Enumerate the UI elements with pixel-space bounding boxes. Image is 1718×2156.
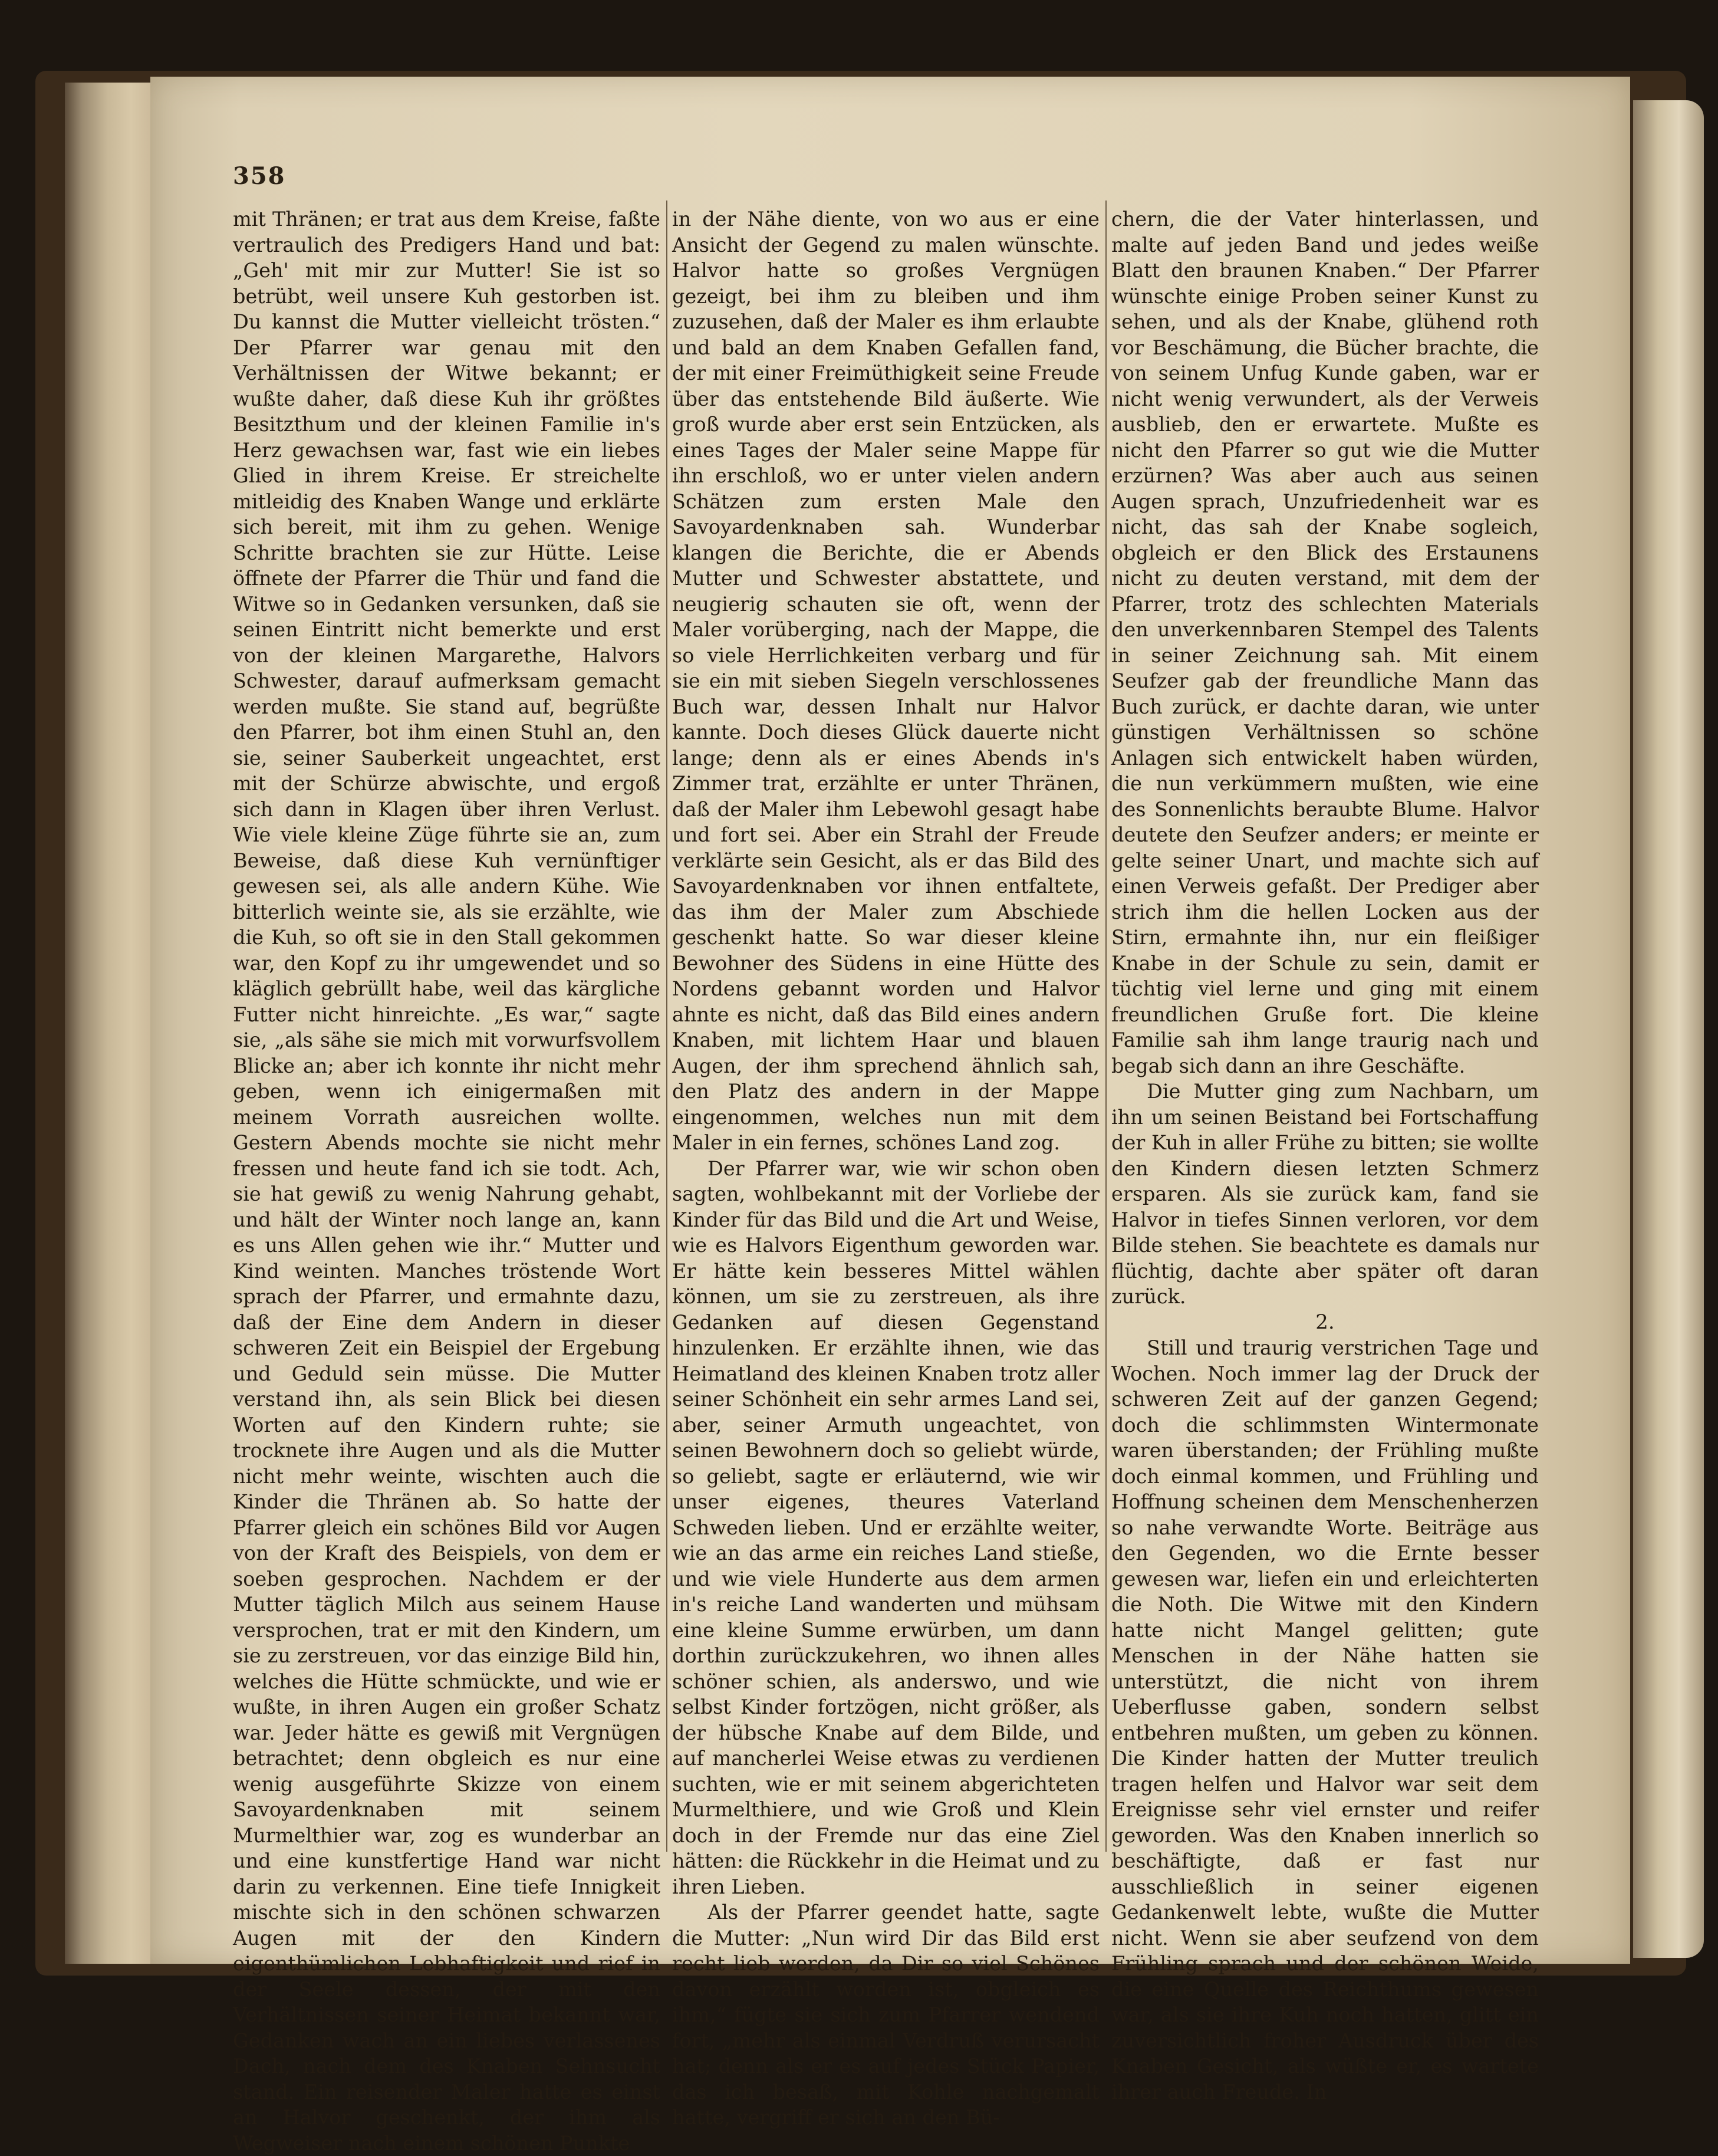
text-column-2 (672, 206, 1100, 2129)
paragraph: Der Pfarrer war, wie wir schon oben sagten, wohlbekannt mit der Vorliebe der Kinder für das Bild und die Art und Weise, wie es Halvors Eigenthum geworden war. Er hätte kein besseres Mittel wählen können, um sie zu zerstreuen, als ihre Gedanken auf diesen Gegenstand hinzulenken. Er erzählte ihnen, wie das Heimatland des kleinen Knaben trotz aller seiner Schönheit ein sehr armes Land sei, aber, seiner Armuth ungeachtet, von seinen Bewohnern doch so geliebt würde, so geliebt, sagte er erläuternd, wie wir unser eigenes, theures Vaterland Schweden lieben. Und er erzählte weiter, wie an das arme ein reiches Land stieße, und wie viele Hunderte aus dem armen in's reiche Land wanderten und mühsam eine kleine Summe erwürben, um dann dorthin zurückzukehren, wo ihnen alles schöner schien, als anderswo, und wie selbst Kinder fortzögen, nicht größer, als der hübsche Knabe auf dem Bilde, und auf mancherlei Weise etwas zu verdienen suchten, wie er mit seinem abgerichteten Murmelthiere, und wie Groß und Klein doch in der Fremde nur das eine Ziel hätten: die Rückkehr in die Heimat und zu ihren Lieben. (672, 1156, 1100, 1898)
column-divider (1105, 201, 1107, 1852)
page-stack-right (1633, 100, 1704, 1958)
text-column-3 (1111, 206, 1539, 2104)
column-divider (666, 201, 667, 1852)
paragraph: mit Thränen; er trat aus dem Kreise, faßte vertraulich des Predigers Hand und bat: „Geh' mit mir zur Mutter! Sie ist so betrübt, weil unsere Kuh gestorben ist. Du kannst die Mutter vielleicht trösten.“ Der Pfarrer war genau mit den Verhältnissen der Witwe bekannt; er wußte daher, daß diese Kuh ihr größtes Besitzthum und der kleinen Familie in's Herz gewachsen war, fast wie ein liebes Glied in ihrem Kreise. Er streichelte mitleidig des Knaben Wange und erklärte sich bereit, mit ihm zu gehen. Wenige Schritte brachten sie zur Hütte. Leise öffnete der Pfarrer die Thür und fand die Witwe so in Gedanken versunken, daß sie seinen Eintritt nicht bemerkte und erst von der kleinen Margarethe, Halvors Schwester, darauf aufmerksam gemacht werden mußte. Sie stand auf, begrüßte den Pfarrer, bot ihm einen Stuhl an, den sie, seiner Sauberkeit ungeachtet, erst mit der Schürze abwischte, und ergoß sich dann in Klagen über ihren Verlust. Wie viele kleine Züge führte sie an, zum Beweise, daß diese Kuh vernünftiger gewesen sei, als alle andern Kühe. Wie bitterlich weinte sie, als sie erzählte, wie die Kuh, so oft sie in den Stall gekommen war, den Kopf zu ihr umgewendet und so kläglich gebrüllt habe, weil das kärgliche Futter nicht hinreichte. „Es war,“ sagte sie, „als sähe sie mich mit vorwurfsvollem Blicke an; aber ich konnte ihr nicht mehr geben, wenn ich einigermaßen mit meinem Vorrath ausreichen wollte. Gestern Abends mochte sie nicht mehr fressen und heute fand ich sie todt. Ach, sie hat gewiß zu wenig Nahrung gehabt, und hält der Winter noch lange an, kann es uns Allen gehen wie ihr.“ Mutter und Kind weinten. Manches tröstende Wort sprach der Pfarrer, und ermahnte dazu, daß der Eine dem Andern in dieser schweren Zeit ein Beispiel der Ergebung und Geduld sein müsse. Die Mutter verstand ihn, als sein Blick bei diesen Worten auf den Kindern ruhte; sie trocknete ihre Augen und als die Mutter nicht mehr weinte, wischten auch die Kinder die Thränen ab. So hatte der Pfarrer gleich ein schönes Bild vor Augen von der Kraft des Beispiels, von dem er soeben gesprochen. Nachdem er der Mutter täglich Milch aus seinem Hause versprochen, trat er mit den Kindern, um sie zu zerstreuen, vor das einzige Bild hin, welches die Hütte schmückte, und wie er wußte, in ihren Augen ein großer Schatz war. Jeder hätte es gewiß mit Vergnügen betrachtet; denn obgleich es nur eine wenig ausgeführte Skizze von einem Savoyardenknaben mit seinem Murmelthier war, zog es wunderbar an und eine kunstfertige Hand war nicht darin zu verkennen. Eine tiefe Innigkeit mischte sich in den schönen schwarzen Augen mit der den Kindern eigenthümlichen Lebhaftigkeit und rief in der Seele dessen, der mit den Verhältnissen seiner Heimat bekannt war, Gedanken wach an ein liebes verlassenes Dach, nach dem des Knaben Sehnsucht stand. Ein reisender Maler hatte es einst an Halvor geschenkt, der ihm als Wegweiser nach einem schönen Punkte (233, 208, 660, 2155)
paragraph: Still und traurig verstrichen Tage und Wochen. Noch immer lag der Druck der schweren Zeit auf der ganzen Gegend; doch die schlimmsten Wintermonate waren überstanden; der Frühling mußte doch einmal kommen, und Frühling und Hoffnung scheinen dem Menschenherzen so nahe verwandte Worte. Beiträge aus den Gegenden, wo die Ernte besser gewesen war, liefen ein und erleichterten die Noth. Die Witwe mit den Kindern hatte nicht Mangel gelitten; gute Menschen in der Nähe hatten sie unterstützt, die nicht von ihrem Ueberflusse gaben, sondern selbst entbehren mußten, um geben zu können. Die Kinder hatten der Mutter treulich tragen helfen und Halvor war seit dem Ereignisse sehr viel ernster und reifer geworden. Was den Knaben innerlich so beschäftigte, daß er fast nur ausschließlich in seiner eigenen Gedankenwelt lebte, wußte die Mutter nicht. Wenn sie aber seufzend von dem Frühling sprach und der schönen Weide, die eine Quelle des Reichthums gewesen war, als sie ihre Kuh noch hatten, glitt ein zuversichtlich froher Ausdruck über des Knaben Gesicht, als wüßte er, es wartete ihrer auch Freude. In (1111, 1336, 1539, 2104)
section-heading: 2. (1315, 1310, 1335, 1334)
page-number: 358 (233, 162, 286, 190)
page-stack-left (65, 83, 159, 1964)
paragraph: Die Mutter ging zum Nachbarn, um ihn um seinen Beistand bei Fortschaffung der Kuh in aller Frühe zu bitten; sie wollte den Kindern diesen letzten Schmerz ersparen. Als sie zurück kam, fand sie Halvor in tiefes Sinnen verloren, vor dem Bilde stehen. Sie beachtete es damals nur flüchtig, dachte aber später oft daran zurück. (1111, 1080, 1539, 1308)
paragraph: Als der Pfarrer geendet hatte, sagte die Mutter: „Nun wird Dir das Bild erst recht lieb werden, da Dir so viel Schönes davon erzählt worden ist, obgleich es ihm,“ fügte sie sich zum Pfarrer wendend fort, „mehr als einmal Verdruß verursacht hat; denn als er es auf jedes Stück Papier, das ich besaß, mit Kohle nachgemalt hatte, vergriff er sich an den Bü- (672, 1901, 1100, 2129)
paragraph: in der Nähe diente, von wo aus er eine Ansicht der Gegend zu malen wünschte. Halvor hatte so großes Vergnügen gezeigt, bei ihm zu bleiben und ihm zuzusehen, daß der Maler es ihm erlaubte und bald an dem Knaben Gefallen fand, der mit einer Freimüthigkeit seine Freude über das entstehende Bild äußerte. Wie groß wurde aber erst sein Entzücken, als eines Tages der Maler seine Mappe für ihn erschloß, wo er unter vielen andern Schätzen zum ersten Male den Savoyardenknaben sah. Wunderbar klangen die Berichte, die er Abends Mutter und Schwester abstattete, und neugierig schauten sie oft, wenn der Maler vorüberging, nach der Mappe, die so viele Herrlichkeiten verbarg und für sie ein mit sieben Siegeln verschlossenes Buch war, dessen Inhalt nur Halvor kannte. Doch dieses Glück dauerte nicht lange; denn als er eines Abends in's Zimmer trat, erzählte er unter Thränen, daß der Maler ihm Lebewohl gesagt habe und fort sei. Aber ein Strahl der Freude verklärte sein Gesicht, als er das Bild des Savoyardenknaben vor ihnen entfaltete, das ihm der Maler zum Abschiede geschenkt hatte. So war dieser kleine Bewohner des Südens in eine Hütte des Nordens gebannt worden und Halvor ahnte es nicht, daß das Bild eines andern Knaben, mit lichtem Haar und blauen Augen, der ihm sprechend ähnlich sah, den Platz des andern in der Mappe eingenommen, welches nun mit dem Maler in ein fernes, schönes Land zog. (672, 208, 1100, 1154)
text-column-1 (233, 206, 660, 2155)
paragraph: chern, die der Vater hinterlassen, und malte auf jeden Band und jedes weiße Blatt den braunen Knaben.“ Der Pfarrer wünschte einige Proben seiner Kunst zu sehen, und als der Knabe, glühend roth vor Beschämung, die Bücher brachte, die von seinem Unfug Kunde gaben, war er nicht wenig verwundert, als der Verweis ausblieb, den er erwartete. Mußte es nicht den Pfarrer so gut wie die Mutter erzürnen? Was aber auch aus seinen Augen sprach, Unzufriedenheit war es nicht, das sah der Knabe sogleich, obgleich er den Blick des Erstaunens nicht zu deuten verstand, mit dem der Pfarrer, trotz des schlechten Materials den unverkennbaren Stempel des Talents in seiner Zeichnung sah. Mit einem Seufzer gab der freundliche Mann das Buch zurück, er dachte daran, wie unter günstigen Verhältnissen so schöne Anlagen sich entwickelt haben würden, die nun verkümmern mußten, wie eine des Sonnenlichts beraubte Blume. Halvor deutete den Seufzer anders; er meinte er gelte seiner Unart, und machte sich auf einen Verweis gefaßt. Der Prediger aber strich ihm die hellen Locken aus der Stirn, ermahnte ihn, nur ein fleißiger Knabe in der Schule zu sein, damit er tüchtig viel lerne und ging mit einem freundlichen Gruße fort. Die kleine Familie sah ihm lange traurig nach und begab sich dann an ihre Geschäfte. (1111, 208, 1539, 1077)
